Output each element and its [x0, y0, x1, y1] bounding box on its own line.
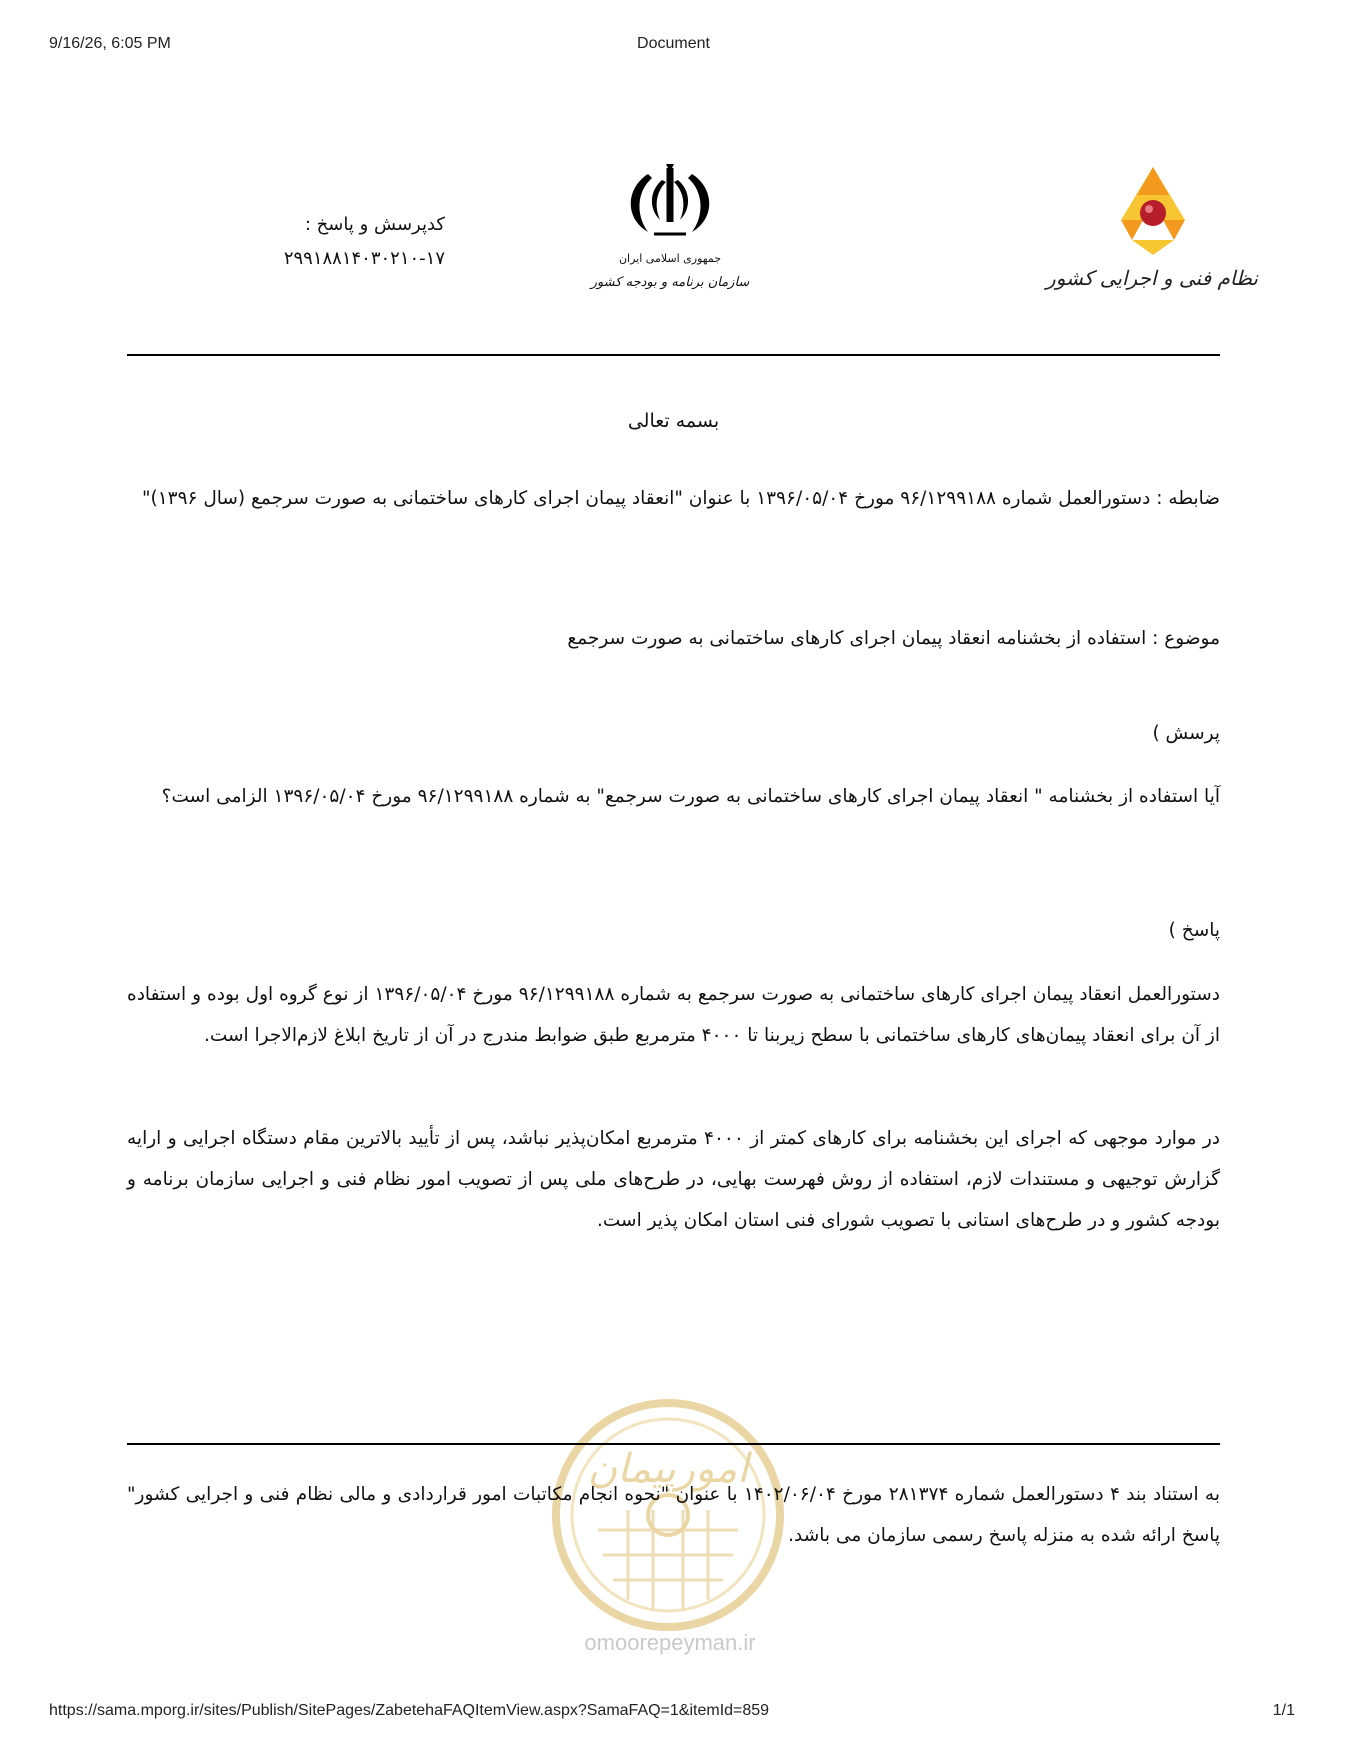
emblem-caption-2: سازمان برنامه و بودجه کشور	[590, 275, 750, 290]
regulation-line: ضابطه : دستورالعمل شماره ۹۶/۱۲۹۹۱۸۸ مورخ ۱۳۹۶/۰۵/۰۴ با عنوان "انعقاد پیمان اجرای کارهای ساختمانی به صورت سرجمع (سال ۱۳۹۶)"	[141, 488, 1220, 509]
watermark-site-text: omoorepeyman.ir	[584, 1630, 756, 1655]
header-divider	[127, 354, 1220, 356]
basmala: بسمه تعالی	[627, 410, 720, 432]
nezam-fanni-logo-icon	[1046, 165, 1258, 300]
question-heading: پرسش )	[1152, 723, 1220, 744]
subject-line: موضوع : استفاده از بخشنامه انعقاد پیمان اجرای کارهای ساختمانی به صورت سرجمع	[567, 628, 1220, 649]
footer-note: به استناد بند ۴ دستورالعمل شماره ۲۸۱۳۷۴ مورخ ۱۴۰۲/۰۶/۰۴ با عنوان "نحوه انجام مکاتبات امور قراردادی و مالی نظام فنی و اجرایی کشور" پاسخ ارائه شده به منزله پاسخ رسمی سازمان می باشد.	[127, 1484, 1220, 1546]
question-text: آیا استفاده از بخشنامه " انعقاد پیمان اجرای کارهای ساختمانی به صورت سرجمع" به شماره ۹۶/۱۲۹۹۱۸۸ مورخ ۱۳۹۶/۰۵/۰۴ الزامی است؟	[161, 786, 1220, 807]
qa-code-value: ۲۹۹۱۸۸۱۴۰۳۰۲۱۰-۱۷	[283, 248, 445, 269]
answer-heading: پاسخ )	[1168, 920, 1220, 941]
iran-emblem	[590, 160, 750, 310]
print-title: Document	[637, 35, 710, 52]
footer-divider	[127, 1443, 1220, 1445]
print-url: https://sama.mporg.ir/sites/Publish/SitePages/ZabetehaFAQItemView.aspx?SamaFAQ=1&itemId=859	[49, 1702, 770, 1719]
qa-code-label: کدپرسش و پاسخ :	[304, 214, 445, 235]
print-datetime: 9/16/26, 6:05 PM	[49, 35, 171, 52]
emblem-caption-1: جمهوری اسلامی ایران	[618, 252, 722, 265]
nezam-fanni-logo	[1046, 165, 1258, 300]
svg-text:امورپیمان: امورپیمان	[587, 1446, 749, 1492]
logo-caption: نظام فنی و اجرایی کشور	[1046, 266, 1258, 290]
answer-paragraph-1: دستورالعمل انعقاد پیمان اجرای کارهای ساختمانی به صورت سرجمع به شماره ۹۶/۱۲۹۹۱۸۸ مورخ ۱۳۹۶/۰۵/۰۴ از نوع گروه اول بوده و استفاده از آن برای انعقاد پیمان‌های کارهای ساختمانی با سطح زیربنا تا ۴۰۰۰ مترمربع طبق ضوابط مندرج در آن از تاریخ ابلاغ لازم‌الاجرا است.	[127, 984, 1220, 1046]
answer-paragraph-2: در موارد موجهی که اجرای این بخشنامه برای کارهای کمتر از ۴۰۰۰ مترمربع امکان‌پذیر نباشد، پس از تأیید بالاترین مقام دستگاه اجرایی و ارایه گزارش توجیهی و مستندات لازم، استفاده از روش فهرست بهایی، در طرح‌های ملی پس از تصویب امور نظام فنی و اجرایی سازمان برنامه و بودجه کشور و در طرح‌های استانی با تصویب شورای فنی استان امکان پذیر است.	[127, 1128, 1220, 1231]
print-page-count: 1/1	[1272, 1702, 1295, 1719]
iran-emblem-icon	[590, 160, 750, 310]
qa-code-block	[215, 208, 445, 276]
